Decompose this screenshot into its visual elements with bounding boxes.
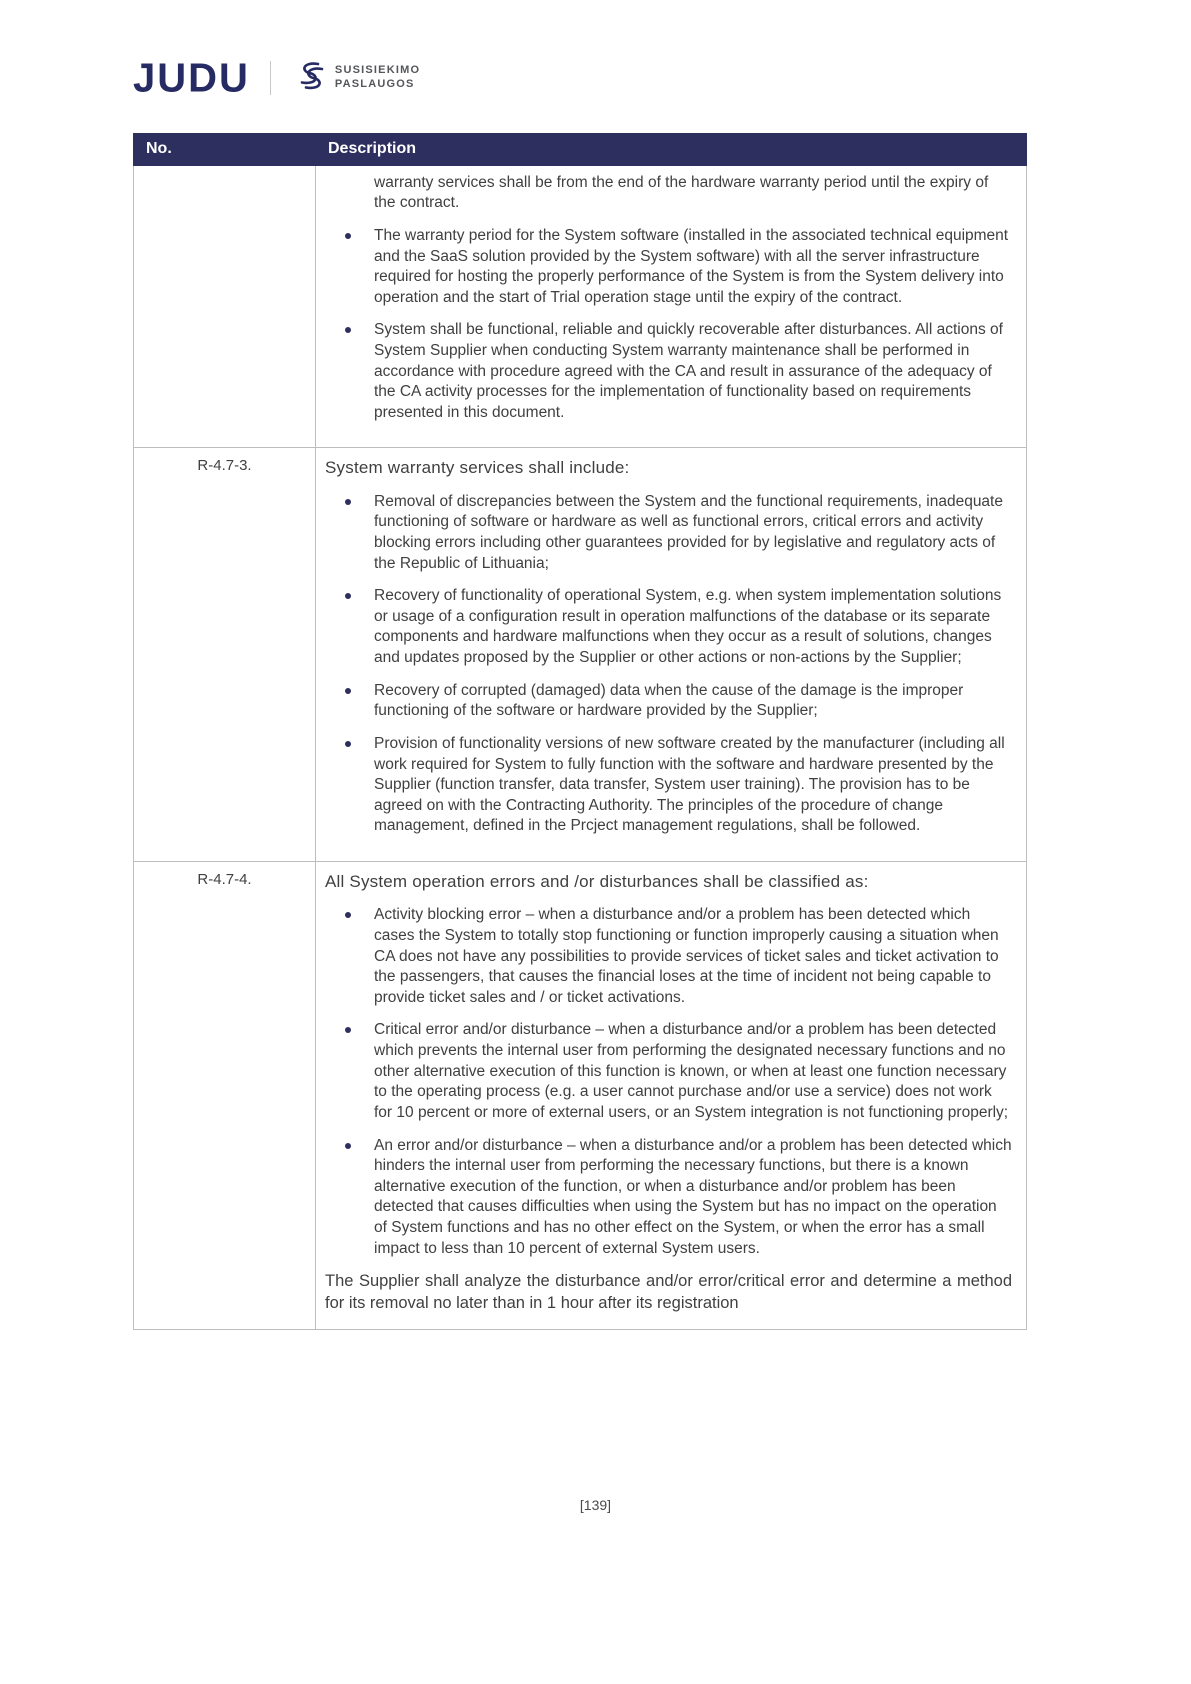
row-number (134, 166, 316, 448)
bullet-icon (345, 741, 351, 747)
bullet-text: Recovery of functionality of operational System, e.g. when system implementation solutions or usage of a configuration result in operation malfunctions of the database or its separate components and hardware malfunctions when they occur as a result of solutions, changes and updates proposed by the Supplier or other actions or non-actions by the Supplier; (374, 587, 1002, 667)
bullet-item (345, 1020, 1012, 1123)
paragraph: All System operation errors and /or disturbances shall be classified as: (325, 871, 869, 891)
bullet-item (345, 1136, 1012, 1260)
bullet-text: Recovery of corrupted (damaged) data when the cause of the damage is the improper functioning of the software or hardware provided by the Supplier; (374, 681, 964, 720)
table-row (134, 166, 1027, 448)
bullet-item (345, 226, 1012, 308)
bullet-item (345, 586, 1012, 668)
bullet-icon (345, 233, 351, 239)
brand-bar (133, 56, 420, 100)
bullet-icon (345, 327, 351, 333)
bullet-text: An error and/or disturbance – when a disturbance and/or a problem has been detected which hinders the internal user from performing the necessary functions, but there is a known alternative execution of the function, or when a disturbance and/or problem has been detected that causes difficulties when using the System but has no impact on the operation of System functions and has no other effect on the System, or when the error has a small impact to less than 10 percent of external System users. (374, 1136, 1012, 1257)
paragraph: warranty services shall be from the end of the hardware warranty period until the expiry of the contract. (374, 174, 989, 212)
bullet-text: Provision of functionality versions of new software created by the manufacturer (including all work required for System to fully function with the software and hardware presented by the Supplier (function transfer, data transfer, System user training). The provision has to be agreed on with the Contracting Authority. The principles of the procedure of change management, defined in the Prcject management regulations, shall be followed. (374, 734, 1005, 835)
bullet-icon (345, 593, 351, 599)
bullet-item (345, 320, 1012, 423)
paragraph: System warranty services shall include: (325, 458, 630, 478)
partner-line1: SUSISIEKIMO (334, 64, 421, 77)
bullet-item (345, 734, 1012, 837)
row-description (316, 448, 1027, 862)
table-header (134, 134, 1027, 166)
paragraph: The Supplier shall analyze the disturbance and/or error/critical error and determine a method for its removal no later than in 1 hour after its registration (325, 1272, 1012, 1312)
bullet-icon (345, 499, 351, 505)
page-number: [139] (579, 1497, 612, 1513)
bullet-text: Removal of discrepancies between the System and the functional requirements, inadequate functioning of software or hardware as well as functional errors, critical errors and activity blocking errors including other guarantees provided for by legislative and regulatory acts of the Republic of Lithuania; (374, 492, 1003, 572)
column-header-no: No. (134, 134, 316, 166)
bullet-text: System shall be functional, reliable and quickly recoverable after disturbances. All actions of System Supplier when conducting System warranty maintenance shall be performed in accordance with procedure agreed with the CA and result in assurance of the adequacy of the CA activity processes for the implementation of functionality based on requirements presented in this document. (374, 321, 1003, 421)
table-body (134, 166, 1027, 1330)
bullet-text: Critical error and/or disturbance – when a disturbance and/or a problem has been detected which prevents the internal user from performing the designated necessary functions and no other alternative execution of this function is known, or when at least one function necessary to the operating process (e.g. a user cannot purchase and/or use a service) does not work for 10 percent or more of external users, or an System integration is not functioning properly; (374, 1021, 1009, 1121)
double-s-icon (291, 60, 327, 97)
row-number: R-4.7-3. (134, 448, 316, 862)
table-header-row (134, 134, 1027, 166)
table-row (134, 861, 1027, 1329)
bullet-item (345, 492, 1012, 574)
bullet-icon (345, 1027, 351, 1033)
table-row (134, 448, 1027, 862)
bullet-icon (345, 1143, 351, 1149)
bullet-text: The warranty period for the System software (installed in the associated technical equipment and the SaaS solution provided by the System software) with all the server infrastructure required for hosting the properly performance of the System is from the System delivery into operation and the start of Trial operation stage until the expiry of the contract. (374, 226, 1009, 306)
partner-logo (291, 60, 420, 97)
column-header-description: Description (316, 134, 1027, 166)
row-description (316, 166, 1027, 448)
bullet-icon (345, 912, 351, 918)
bullet-icon (345, 688, 351, 694)
judu-logo: JUDU (133, 55, 250, 101)
row-description (316, 861, 1027, 1329)
partner-line2: PASLAUGOS (334, 78, 415, 90)
partner-logo-text (335, 64, 420, 92)
requirements-table (133, 133, 1027, 1330)
brand-divider (270, 61, 271, 95)
bullet-item (345, 681, 1012, 722)
row-number: R-4.7-4. (134, 861, 316, 1329)
bullet-text: Activity blocking error – when a disturbance and/or a problem has been detected which cases the System to totally stop functioning or function improperly causing a situation when CA does not have any possibilities to provide services of ticket sales and ticket activation to the passengers, that causes the financial loses at the time of incident not being capable to provide ticket sales and / or ticket activations. (374, 906, 999, 1006)
bullet-item (345, 905, 1012, 1008)
